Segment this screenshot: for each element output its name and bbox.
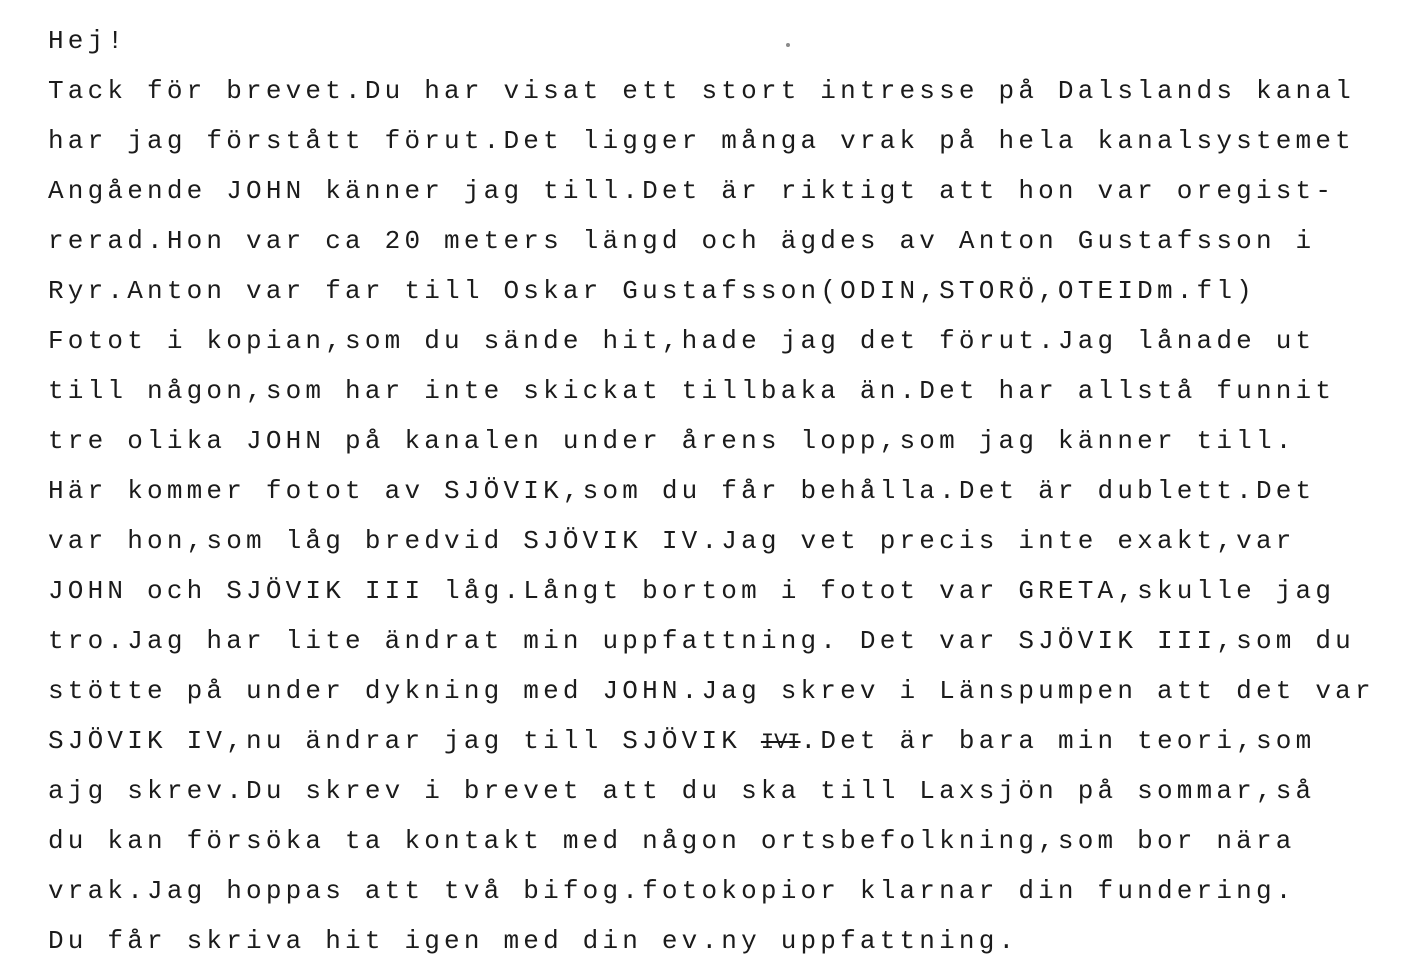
letter-line-3: har jag förstått förut.Det ligger många vrak på hela kanalsystemet — [48, 126, 1355, 156]
letter-line-4: Angående JOHN känner jag till.Det är riktigt att hon var oregist- — [48, 176, 1336, 206]
overtyped-correction: IVI — [760, 730, 801, 755]
letter-line-10: Här kommer fotot av SJÖVIK,som du får behålla.Det är dublett.Det — [48, 476, 1316, 506]
letter-line-15-end: .Det är bara min teori,som — [800, 726, 1316, 756]
letter-line-15-start: SJÖVIK IV,nu ändrar jag till SJÖVIK — [48, 726, 761, 756]
letter-line-7: Fotot i kopian,som du sände hit,hade jag det förut.Jag lånade ut — [48, 326, 1316, 356]
letter-line-17: du kan försöka ta kontakt med någon ortsbefolkning,som bor nära — [48, 826, 1296, 856]
letter-line-15 — [48, 716, 1398, 766]
letter-line-16: ajg skrev.Du skrev i brevet att du ska till Laxsjön på sommar,så — [48, 776, 1316, 806]
letter-line-13: tro.Jag har lite ändrat min uppfattning. Det var SJÖVIK III,som du — [48, 626, 1355, 656]
letter-line-12: JOHN och SJÖVIK III låg.Långt bortom i fotot var GRETA,skulle jag — [48, 576, 1336, 606]
letter-line-5: rerad.Hon var ca 20 meters längd och ägdes av Anton Gustafsson i — [48, 226, 1316, 256]
letter-line-1: Hej! — [48, 26, 128, 56]
typewritten-letter — [48, 16, 1398, 966]
letter-line-6: Ryr.Anton var far till Oskar Gustafsson(ODIN,STORÖ,OTEIDm.fl) — [48, 276, 1256, 306]
letter-line-8: till någon,som har inte skickat tillbaka än.Det har allstå funnit — [48, 376, 1336, 406]
letter-line-18: vrak.Jag hoppas att två bifog.fotokopior klarnar din fundering. — [48, 876, 1296, 906]
letter-line-2: Tack för brevet.Du har visat ett stort intresse på Dalslands kanal — [48, 76, 1355, 106]
letter-line-9: tre olika JOHN på kanalen under årens lopp,som jag känner till. — [48, 426, 1296, 456]
letter-line-19: Du får skriva hit igen med din ev.ny uppfattning. — [48, 926, 1019, 956]
letter-line-14: stötte på under dykning med JOHN.Jag skrev i Länspumpen att det var — [48, 676, 1375, 706]
letter-line-11: var hon,som låg bredvid SJÖVIK IV.Jag vet precis inte exakt,var — [48, 526, 1296, 556]
